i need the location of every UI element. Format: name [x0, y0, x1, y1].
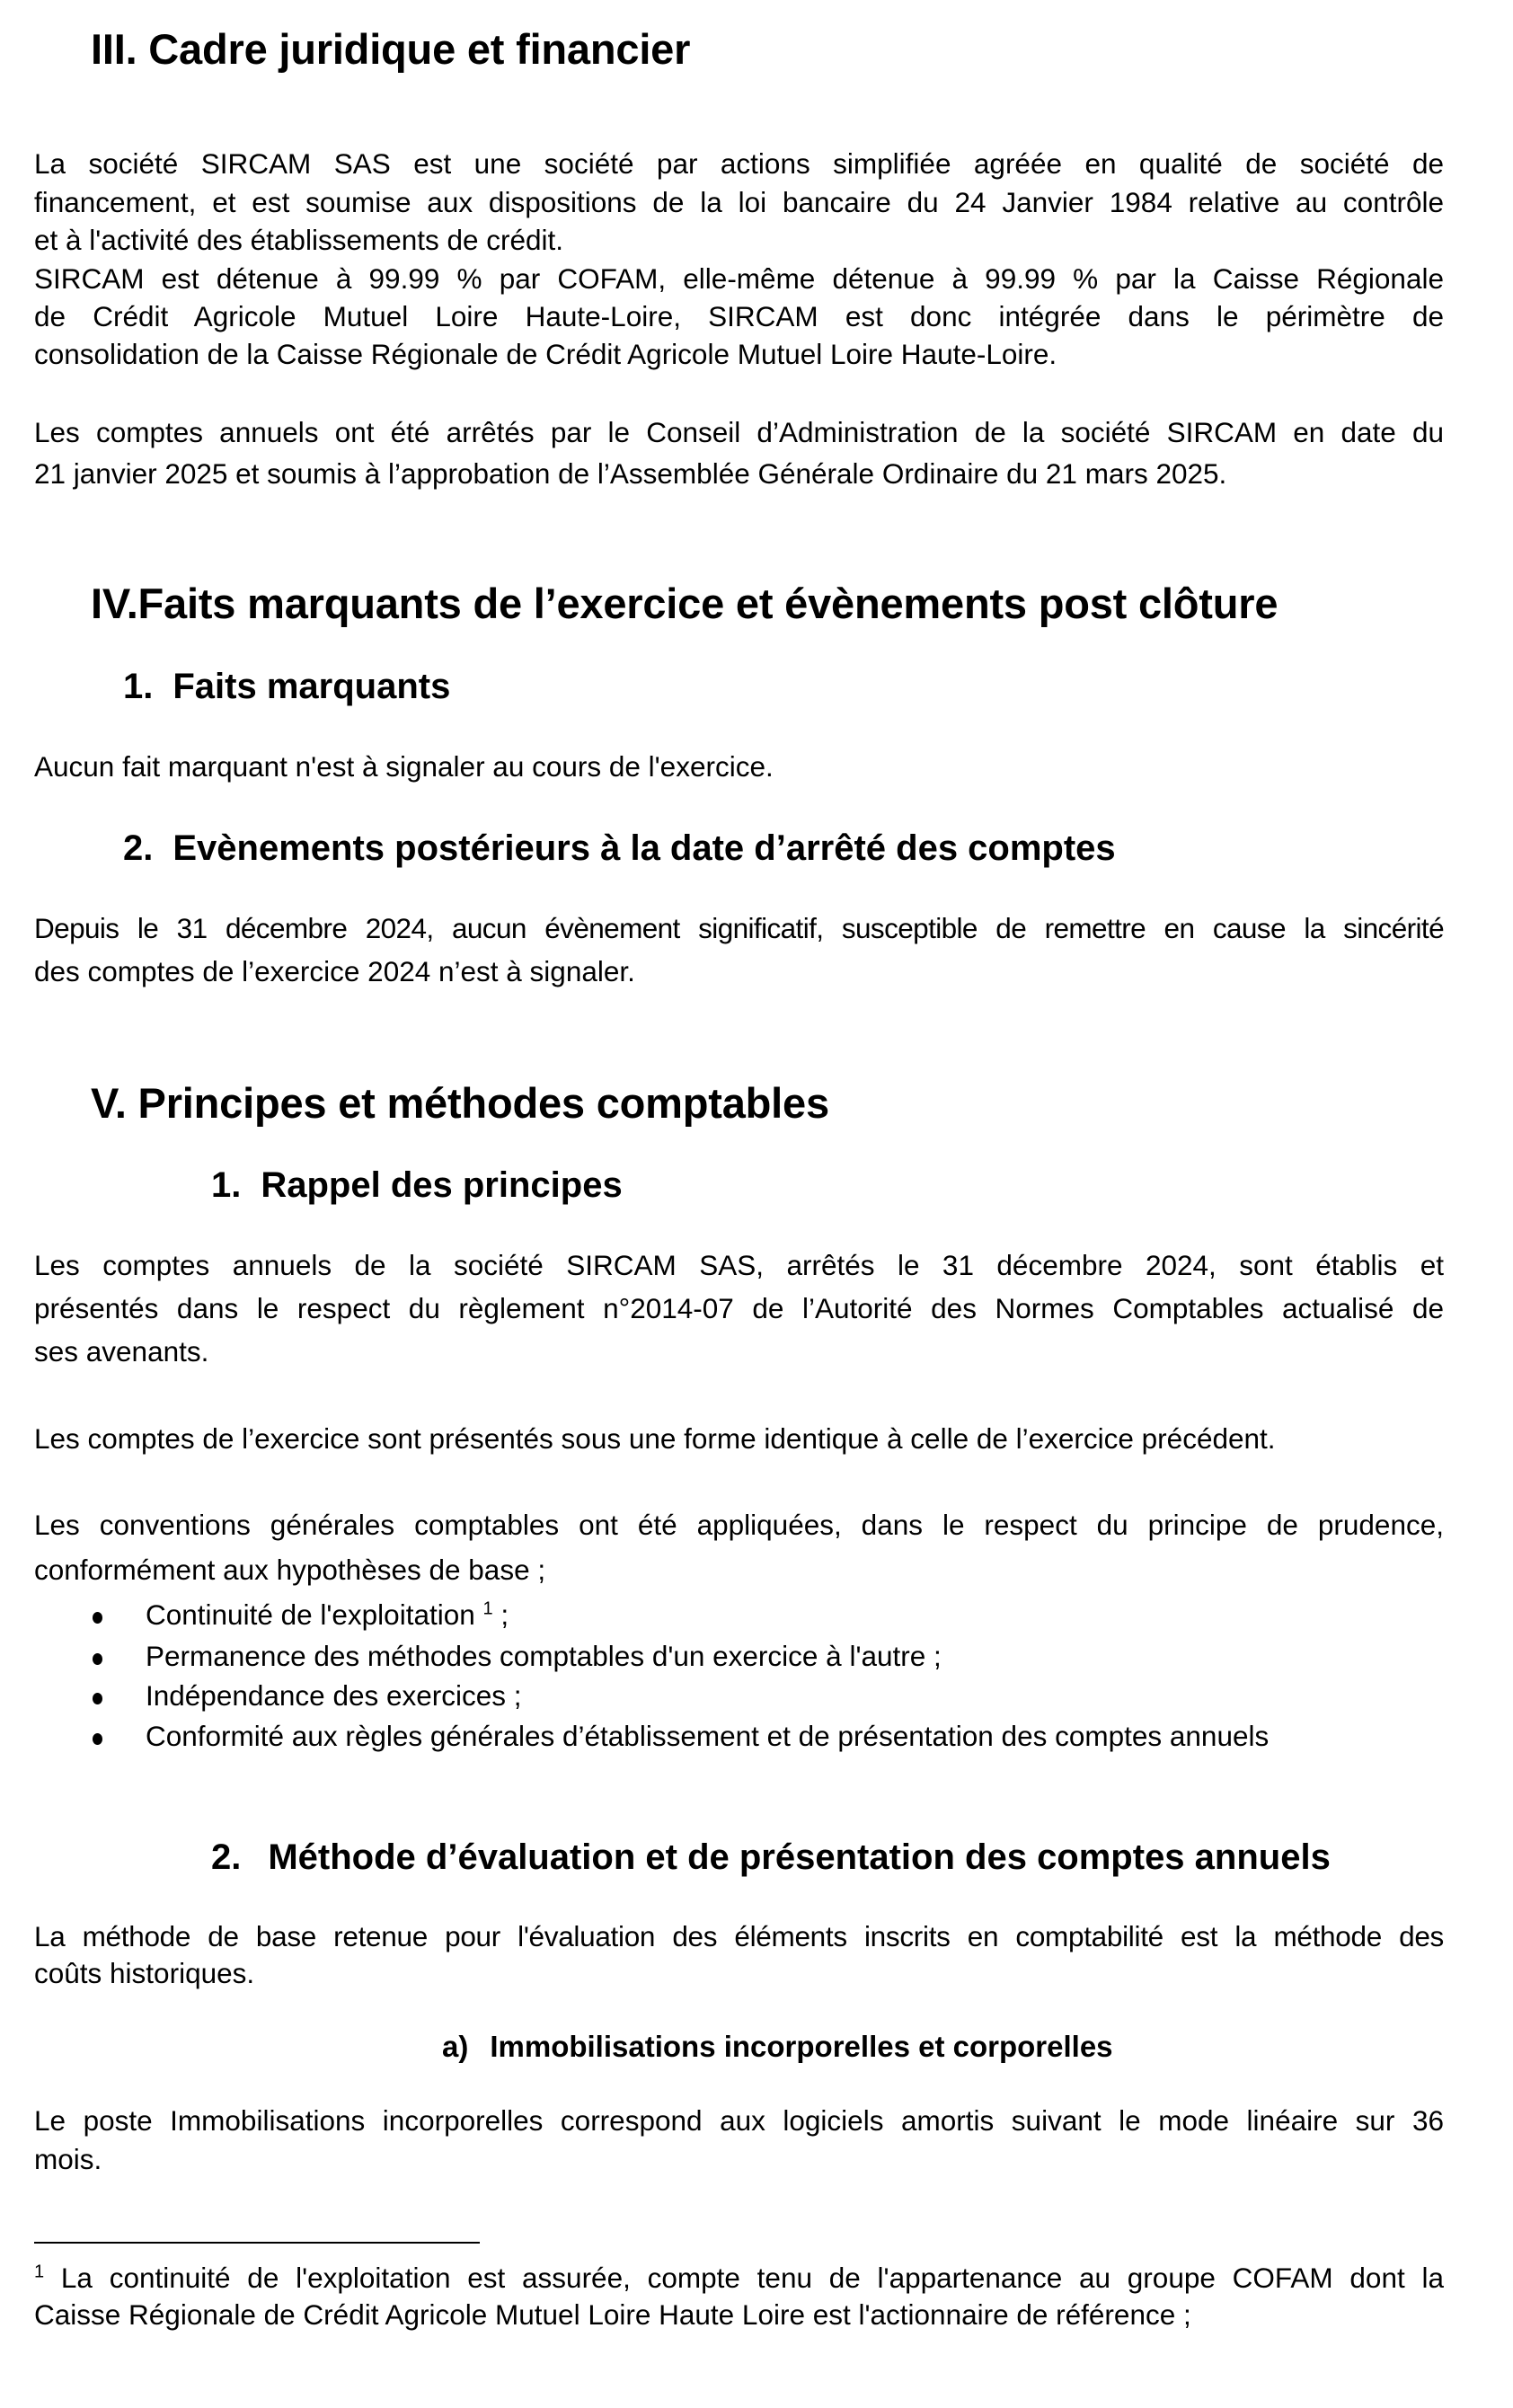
subheading-immobilisations — [442, 2029, 1113, 2065]
list-item-suffix: ; — [492, 1598, 509, 1631]
subheading-number: 2. — [211, 1837, 242, 1877]
paragraph-line: Aucun fait marquant n'est à signaler au cours de l'exercice. — [34, 750, 774, 783]
paragraph-line: présentés dans le respect du règlement n°2014-07 de l’Autorité des Normes Comptables actualisé de — [34, 1292, 1444, 1324]
paragraph-line: coûts historiques. — [34, 1957, 255, 1989]
footnote-line — [34, 2262, 1444, 2295]
paragraph-line: Les comptes annuels de la société SIRCAM SAS, arrêtés le 31 décembre 2024, sont établis et — [34, 1249, 1444, 1281]
subheading-number: 1. — [123, 667, 154, 706]
subheading-title: Rappel des principes — [261, 1165, 623, 1205]
list-item: Conformité aux règles générales d’établissement et de présentation des comptes annuels — [146, 1720, 1270, 1752]
subheading-label: a) — [442, 2030, 469, 2063]
bullet-icon — [93, 1653, 102, 1665]
list-item: Indépendance des exercices ; — [146, 1679, 522, 1712]
paragraph-line: mois. — [34, 2143, 102, 2175]
paragraph-line: et à l'activité des établissements de crédit. — [34, 224, 564, 256]
subheading-title: Faits marquants — [173, 667, 451, 706]
list-item: Permanence des méthodes comptables d'un exercice à l'autre ; — [146, 1640, 942, 1672]
subheading-methode-evaluation — [211, 1837, 1331, 1878]
list-item — [146, 1598, 509, 1632]
paragraph-line: des comptes de l’exercice 2024 n’est à signaler. — [34, 955, 635, 987]
paragraph-line: Les comptes de l’exercice sont présentés sous une forme identique à celle de l’exercice précédent. — [34, 1422, 1276, 1455]
subheading-evenements-posterieurs — [123, 828, 1116, 869]
footnote-line: Caisse Régionale de Crédit Agricole Mutuel Loire Haute Loire est l'actionnaire de référence ; — [34, 2298, 1191, 2331]
heading-section-iv: IV.Faits marquants de l’exercice et évènements post clôture — [91, 580, 1279, 627]
footnote-ref[interactable]: 1 — [482, 1598, 493, 1619]
subheading-faits-marquants — [123, 666, 450, 707]
footnote-text: La continuité de l'exploitation est assurée, compte tenu de l'appartenance au groupe COFAM dont la — [44, 2262, 1444, 2294]
paragraph-line: Depuis le 31 décembre 2024, aucun évènement significatif, susceptible de remettre en cause la sincérité — [34, 912, 1444, 944]
list-item-text: Continuité de l'exploitation — [146, 1598, 475, 1631]
paragraph-line: La méthode de base retenue pour l'évaluation des éléments inscrits en comptabilité est la méthode des — [34, 1920, 1444, 1952]
paragraph-line: SIRCAM est détenue à 99.99 % par COFAM, elle-même détenue à 99.99 % par la Caisse Régionale — [34, 262, 1444, 295]
subheading-title: Immobilisations incorporelles et corporelles — [490, 2030, 1113, 2063]
paragraph-line: financement, et est soumise aux dispositions de la loi bancaire du 24 Janvier 1984 relative au contrôle — [34, 186, 1444, 218]
paragraph-line: conformément aux hypothèses de base ; — [34, 1554, 546, 1586]
bullet-icon — [93, 1733, 102, 1745]
footnote-separator — [34, 2242, 480, 2244]
paragraph-line: La société SIRCAM SAS est une société par actions simplifiée agréée en qualité de société de — [34, 147, 1444, 180]
paragraph-line: Les conventions générales comptables ont été appliquées, dans le respect du principe de prudence, — [34, 1509, 1444, 1541]
subheading-title: Méthode d’évaluation et de présentation des comptes annuels — [268, 1837, 1331, 1877]
footnote-number: 1 — [34, 2262, 45, 2282]
paragraph-line: ses avenants. — [34, 1335, 209, 1368]
paragraph-line: Les comptes annuels ont été arrêtés par le Conseil d’Administration de la société SIRCAM en date du — [34, 416, 1444, 448]
heading-section-iii: III. Cadre juridique et financier — [91, 25, 691, 73]
bullet-icon — [93, 1612, 102, 1624]
subheading-title: Evènements postérieurs à la date d’arrêté des comptes — [173, 828, 1116, 868]
bullet-icon — [93, 1693, 102, 1704]
subheading-number: 1. — [211, 1165, 242, 1205]
paragraph-line: consolidation de la Caisse Régionale de Crédit Agricole Mutuel Loire Haute-Loire. — [34, 338, 1057, 370]
subheading-rappel-principes — [211, 1164, 623, 1206]
paragraph-line: 21 janvier 2025 et soumis à l’approbation de l’Assemblée Générale Ordinaire du 21 mars 2025. — [34, 457, 1227, 490]
heading-section-v: V. Principes et méthodes comptables — [91, 1079, 829, 1127]
subheading-number: 2. — [123, 828, 154, 868]
paragraph-line: Le poste Immobilisations incorporelles correspond aux logiciels amortis suivant le mode linéaire sur 36 — [34, 2104, 1444, 2137]
paragraph-line: de Crédit Agricole Mutuel Loire Haute-Loire, SIRCAM est donc intégrée dans le périmètre de — [34, 300, 1444, 332]
